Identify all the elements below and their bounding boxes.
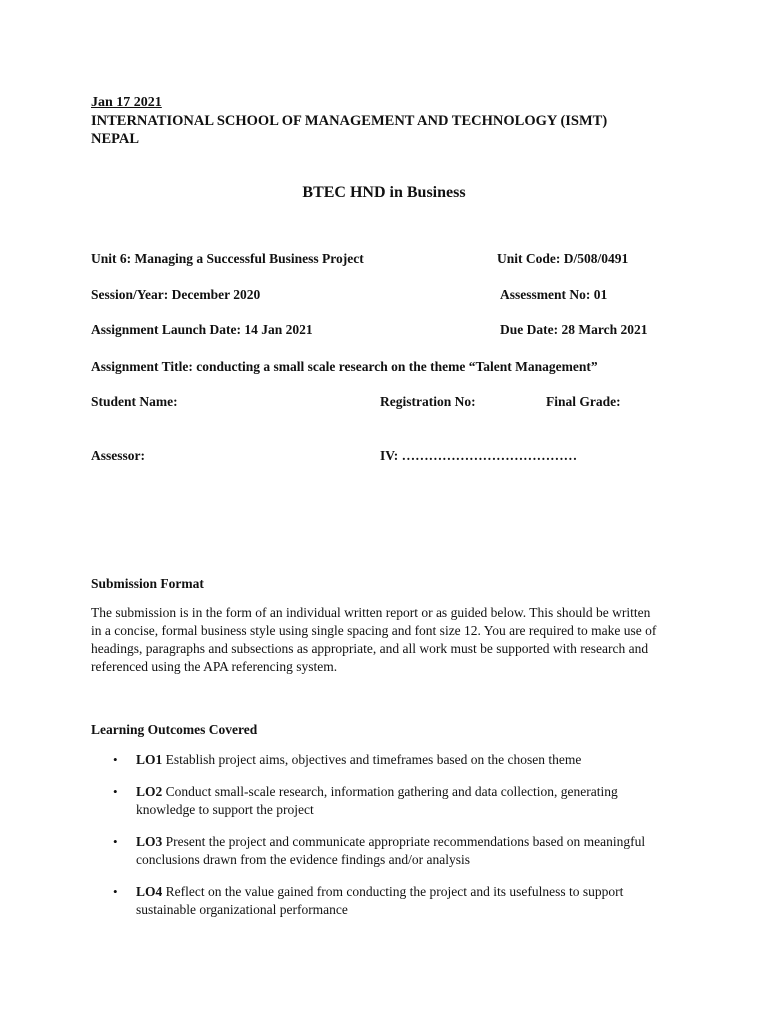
final-grade-label: Final Grade: [546,394,621,409]
unit-label: Unit 6: Managing a Successful Business Project [91,251,364,266]
list-item [91,751,671,769]
student-name-label: Student Name: [91,394,178,409]
bullet-icon: • [113,752,118,767]
list-item [91,783,671,819]
document-title: BTEC HND in Business [302,184,466,201]
lo-code: LO2 [136,784,163,799]
list-item [91,883,671,919]
assessment-number: Assessment No: 01 [500,287,608,302]
school-name [91,112,607,148]
school-name-line2: NEPAL [91,131,140,147]
document-date: Jan 17 2021 [91,95,162,110]
lo-text: Establish project aims, objectives and timeframes based on the chosen theme [162,752,582,767]
unit-code: Unit Code: D/508/0491 [497,251,629,266]
bullet-icon: • [113,834,118,849]
registration-label: Registration No: [380,394,476,409]
list-item [91,833,671,869]
lo-text: Conduct small-scale research, information gathering and data collection, generating knowledge to support the project [136,784,618,817]
iv-label: IV: ………………………………… [380,448,578,463]
submission-heading: Submission Format [91,576,204,591]
learning-outcomes-list [91,751,671,933]
session-year: Session/Year: December 2020 [91,287,261,302]
learning-outcomes-heading: Learning Outcomes Covered [91,722,258,737]
lo-text: Reflect on the value gained from conducting the project and its usefulness to support sustainable organizational performance [136,884,624,917]
lo-code: LO4 [136,884,163,899]
bullet-icon: • [113,784,118,799]
launch-date: Assignment Launch Date: 14 Jan 2021 [91,322,313,337]
lo-code: LO1 [136,752,163,767]
school-name-line1: INTERNATIONAL SCHOOL OF MANAGEMENT AND TECHNOLOGY (ISMT) [91,113,608,129]
submission-text: The submission is in the form of an individual written report or as guided below. This should be written in a concise, formal business style using single spacing and font size 12. You are required to make use of headings, paragraphs and subsections as appropriate, and all work must be supported with research and referenced using the APA referencing system. [91,605,657,674]
due-date: Due Date: 28 March 2021 [500,322,648,337]
assignment-title: Assignment Title: conducting a small scale research on the theme “Talent Management” [91,359,598,374]
bullet-icon: • [113,884,118,899]
assessor-label: Assessor: [91,448,145,463]
lo-code: LO3 [136,834,163,849]
lo-text: Present the project and communicate appropriate recommendations based on meaningful conclusions drawn from the evidence findings and/or analysis [136,834,646,867]
